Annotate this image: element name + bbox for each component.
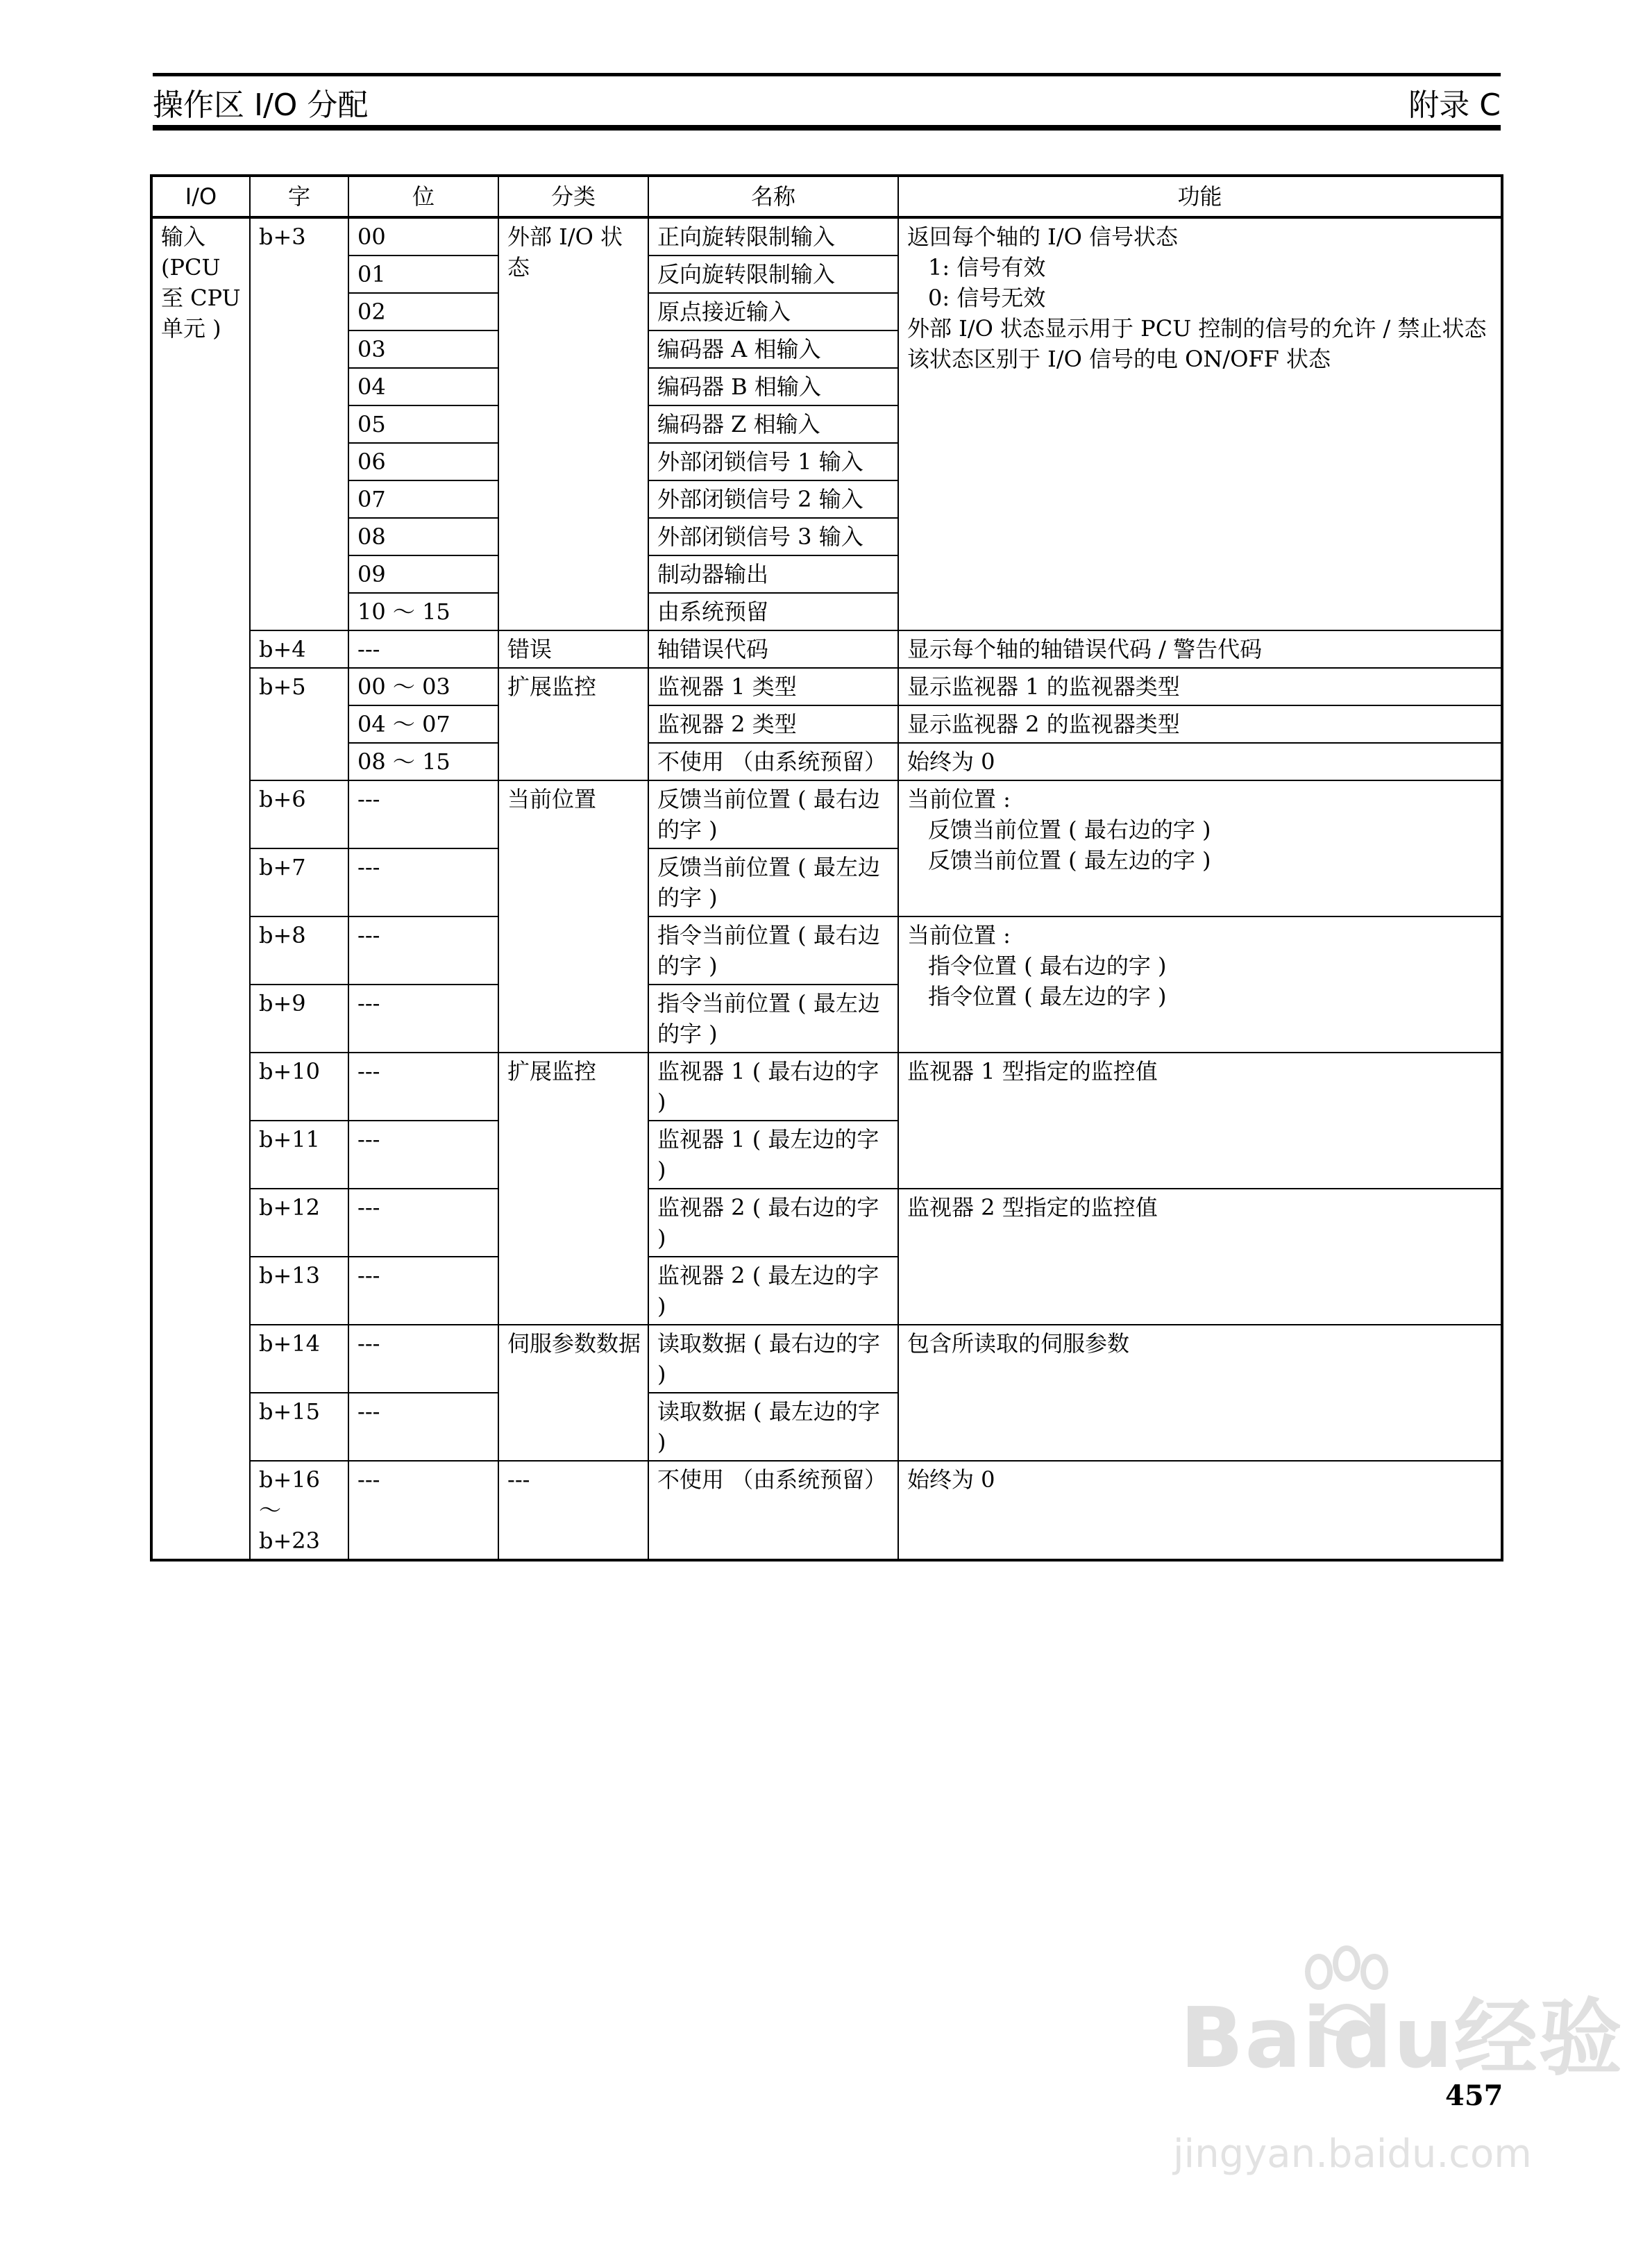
header-appendix-label: 附录 C xyxy=(1408,87,1501,123)
table-row xyxy=(151,780,1502,848)
function-line: 返回每个轴的 I/O 信号状态 xyxy=(907,224,1179,250)
table-row xyxy=(151,1461,1502,1560)
bit-cell: 07 xyxy=(348,480,498,518)
name-cell: 监视器 2 ( 最右边的字 ) xyxy=(648,1189,898,1257)
bit-cell: --- xyxy=(348,1461,498,1560)
function-line: 1: 信号有效 xyxy=(928,254,1046,280)
col-header-name: 名称 xyxy=(648,176,898,217)
col-header-io: I/O xyxy=(151,176,250,217)
header-section-title: 操作区 I/O 分配 xyxy=(153,87,369,123)
name-cell: 原点接近输入 xyxy=(648,293,898,330)
watermark-logo: Baidu经验 xyxy=(1180,1991,1624,2087)
category-cell: 外部 I/O 状态 xyxy=(498,217,648,630)
bit-cell: 03 xyxy=(348,330,498,368)
bit-cell: --- xyxy=(348,1189,498,1257)
category-cell: 错误 xyxy=(498,630,648,668)
function-cell: 显示监视器 2 的监视器类型 xyxy=(898,705,1502,743)
io-allocation-table xyxy=(150,174,1503,1561)
word-cell: b+16 ～ b+23 xyxy=(250,1461,348,1560)
function-cell: 监视器 2 型指定的监控值 xyxy=(898,1189,1502,1325)
name-cell: 监视器 1 ( 最右边的字 ) xyxy=(648,1053,898,1121)
function-cell: 显示监视器 1 的监视器类型 xyxy=(898,668,1502,705)
word-cell: b+15 xyxy=(250,1393,348,1461)
name-cell: 编码器 B 相输入 xyxy=(648,368,898,405)
table-row xyxy=(151,743,1502,780)
name-cell: 编码器 Z 相输入 xyxy=(648,405,898,443)
page-number: 457 xyxy=(1445,2079,1503,2112)
bit-cell: 04 ～ 07 xyxy=(348,705,498,743)
function-line: 指令位置 ( 最右边的字 ) xyxy=(928,953,1167,979)
bit-cell: 09 xyxy=(348,555,498,593)
category-cell: 当前位置 xyxy=(498,780,648,1053)
table-row xyxy=(151,1189,1502,1257)
name-cell: 轴错误代码 xyxy=(648,630,898,668)
bit-cell: --- xyxy=(348,985,498,1053)
name-cell: 制动器输出 xyxy=(648,555,898,593)
function-cell xyxy=(898,916,1502,1053)
bit-cell: --- xyxy=(348,1121,498,1189)
bit-cell: 08 ～ 15 xyxy=(348,743,498,780)
bit-cell: --- xyxy=(348,1053,498,1121)
category-cell: 扩展监控 xyxy=(498,668,648,780)
bit-cell: 08 xyxy=(348,518,498,555)
word-cell: b+3 xyxy=(250,217,348,630)
bit-cell: --- xyxy=(348,1393,498,1461)
word-cell: b+13 xyxy=(250,1257,348,1325)
word-cell: b+8 xyxy=(250,916,348,985)
name-cell: 编码器 A 相输入 xyxy=(648,330,898,368)
header-rule-top xyxy=(153,73,1501,76)
function-cell: 始终为 0 xyxy=(898,1461,1502,1560)
bit-cell: --- xyxy=(348,1325,498,1393)
name-cell: 不使用 （由系统预留） xyxy=(648,743,898,780)
function-cell: 包含所读取的伺服参数 xyxy=(898,1325,1502,1461)
bit-cell: --- xyxy=(348,780,498,848)
bit-cell: 00 xyxy=(348,217,498,256)
word-cell: b+14 xyxy=(250,1325,348,1393)
word-cell: b+9 xyxy=(250,985,348,1053)
bit-cell: 06 xyxy=(348,443,498,480)
name-cell: 外部闭锁信号 3 输入 xyxy=(648,518,898,555)
bit-cell: 05 xyxy=(348,405,498,443)
function-line: 0: 信号无效 xyxy=(928,285,1046,311)
bit-cell: --- xyxy=(348,1257,498,1325)
function-line: 当前位置 : xyxy=(907,922,1011,948)
table-row xyxy=(151,630,1502,668)
table-row xyxy=(151,217,1502,256)
function-line: 反馈当前位置 ( 最右边的字 ) xyxy=(928,817,1211,843)
bit-cell: 02 xyxy=(348,293,498,330)
table-row xyxy=(151,1325,1502,1393)
category-cell: 伺服参数数据 xyxy=(498,1325,648,1461)
name-cell: 正向旋转限制输入 xyxy=(648,217,898,256)
category-cell: --- xyxy=(498,1461,648,1560)
name-cell: 外部闭锁信号 1 输入 xyxy=(648,443,898,480)
function-line: 指令位置 ( 最左边的字 ) xyxy=(928,983,1167,1010)
word-cell: b+4 xyxy=(250,630,348,668)
function-cell: 监视器 1 型指定的监控值 xyxy=(898,1053,1502,1189)
bit-cell: --- xyxy=(348,630,498,668)
word-cell: b+10 xyxy=(250,1053,348,1121)
name-cell: 指令当前位置 ( 最左边的字 ) xyxy=(648,985,898,1053)
function-line: 该状态区别于 I/O 信号的电 ON/OFF 状态 xyxy=(907,346,1331,372)
bit-cell: 10 ～ 15 xyxy=(348,593,498,630)
col-header-function: 功能 xyxy=(898,176,1502,217)
table-row xyxy=(151,916,1502,985)
table-row xyxy=(151,668,1502,705)
watermark-url: jingyan.baidu.com xyxy=(1173,2132,1532,2177)
function-cell: 显示每个轴的轴错误代码 / 警告代码 xyxy=(898,630,1502,668)
bit-cell: --- xyxy=(348,848,498,916)
header-rule-bottom xyxy=(153,125,1501,131)
table-row xyxy=(151,1053,1502,1121)
category-cell: 扩展监控 xyxy=(498,1053,648,1325)
col-header-word: 字 xyxy=(250,176,348,217)
function-line: 外部 I/O 状态显示用于 PCU 控制的信号的允许 / 禁止状态 xyxy=(907,315,1487,342)
word-cell: b+6 xyxy=(250,780,348,848)
name-cell: 监视器 2 ( 最左边的字 ) xyxy=(648,1257,898,1325)
name-cell: 读取数据 ( 最右边的字 ) xyxy=(648,1325,898,1393)
word-cell: b+5 xyxy=(250,668,348,780)
word-cell: b+7 xyxy=(250,848,348,916)
name-cell: 外部闭锁信号 2 输入 xyxy=(648,480,898,518)
name-cell: 读取数据 ( 最左边的字 ) xyxy=(648,1393,898,1461)
word-cell: b+12 xyxy=(250,1189,348,1257)
function-line: 当前位置 : xyxy=(907,786,1011,812)
bit-cell: 00 ～ 03 xyxy=(348,668,498,705)
col-header-bit: 位 xyxy=(348,176,498,217)
io-direction-cell: 输入 (PCU 至 CPU 单元 ) xyxy=(151,217,250,1560)
bit-cell: 01 xyxy=(348,256,498,293)
name-cell: 监视器 2 类型 xyxy=(648,705,898,743)
name-cell: 指令当前位置 ( 最右边的字 ) xyxy=(648,916,898,985)
table-header-row xyxy=(151,176,1502,217)
word-cell: b+11 xyxy=(250,1121,348,1189)
function-cell xyxy=(898,780,1502,916)
bit-cell: --- xyxy=(348,916,498,985)
bit-cell: 04 xyxy=(348,368,498,405)
function-cell: 始终为 0 xyxy=(898,743,1502,780)
table-row xyxy=(151,705,1502,743)
name-cell: 反馈当前位置 ( 最右边的字 ) xyxy=(648,780,898,848)
function-line: 反馈当前位置 ( 最左边的字 ) xyxy=(928,847,1211,873)
name-cell: 不使用 （由系统预留） xyxy=(648,1461,898,1560)
name-cell: 监视器 1 类型 xyxy=(648,668,898,705)
name-cell: 监视器 1 ( 最左边的字 ) xyxy=(648,1121,898,1189)
name-cell: 反馈当前位置 ( 最左边的字 ) xyxy=(648,848,898,916)
col-header-category: 分类 xyxy=(498,176,648,217)
name-cell: 由系统预留 xyxy=(648,593,898,630)
name-cell: 反向旋转限制输入 xyxy=(648,256,898,293)
function-cell xyxy=(898,217,1502,630)
